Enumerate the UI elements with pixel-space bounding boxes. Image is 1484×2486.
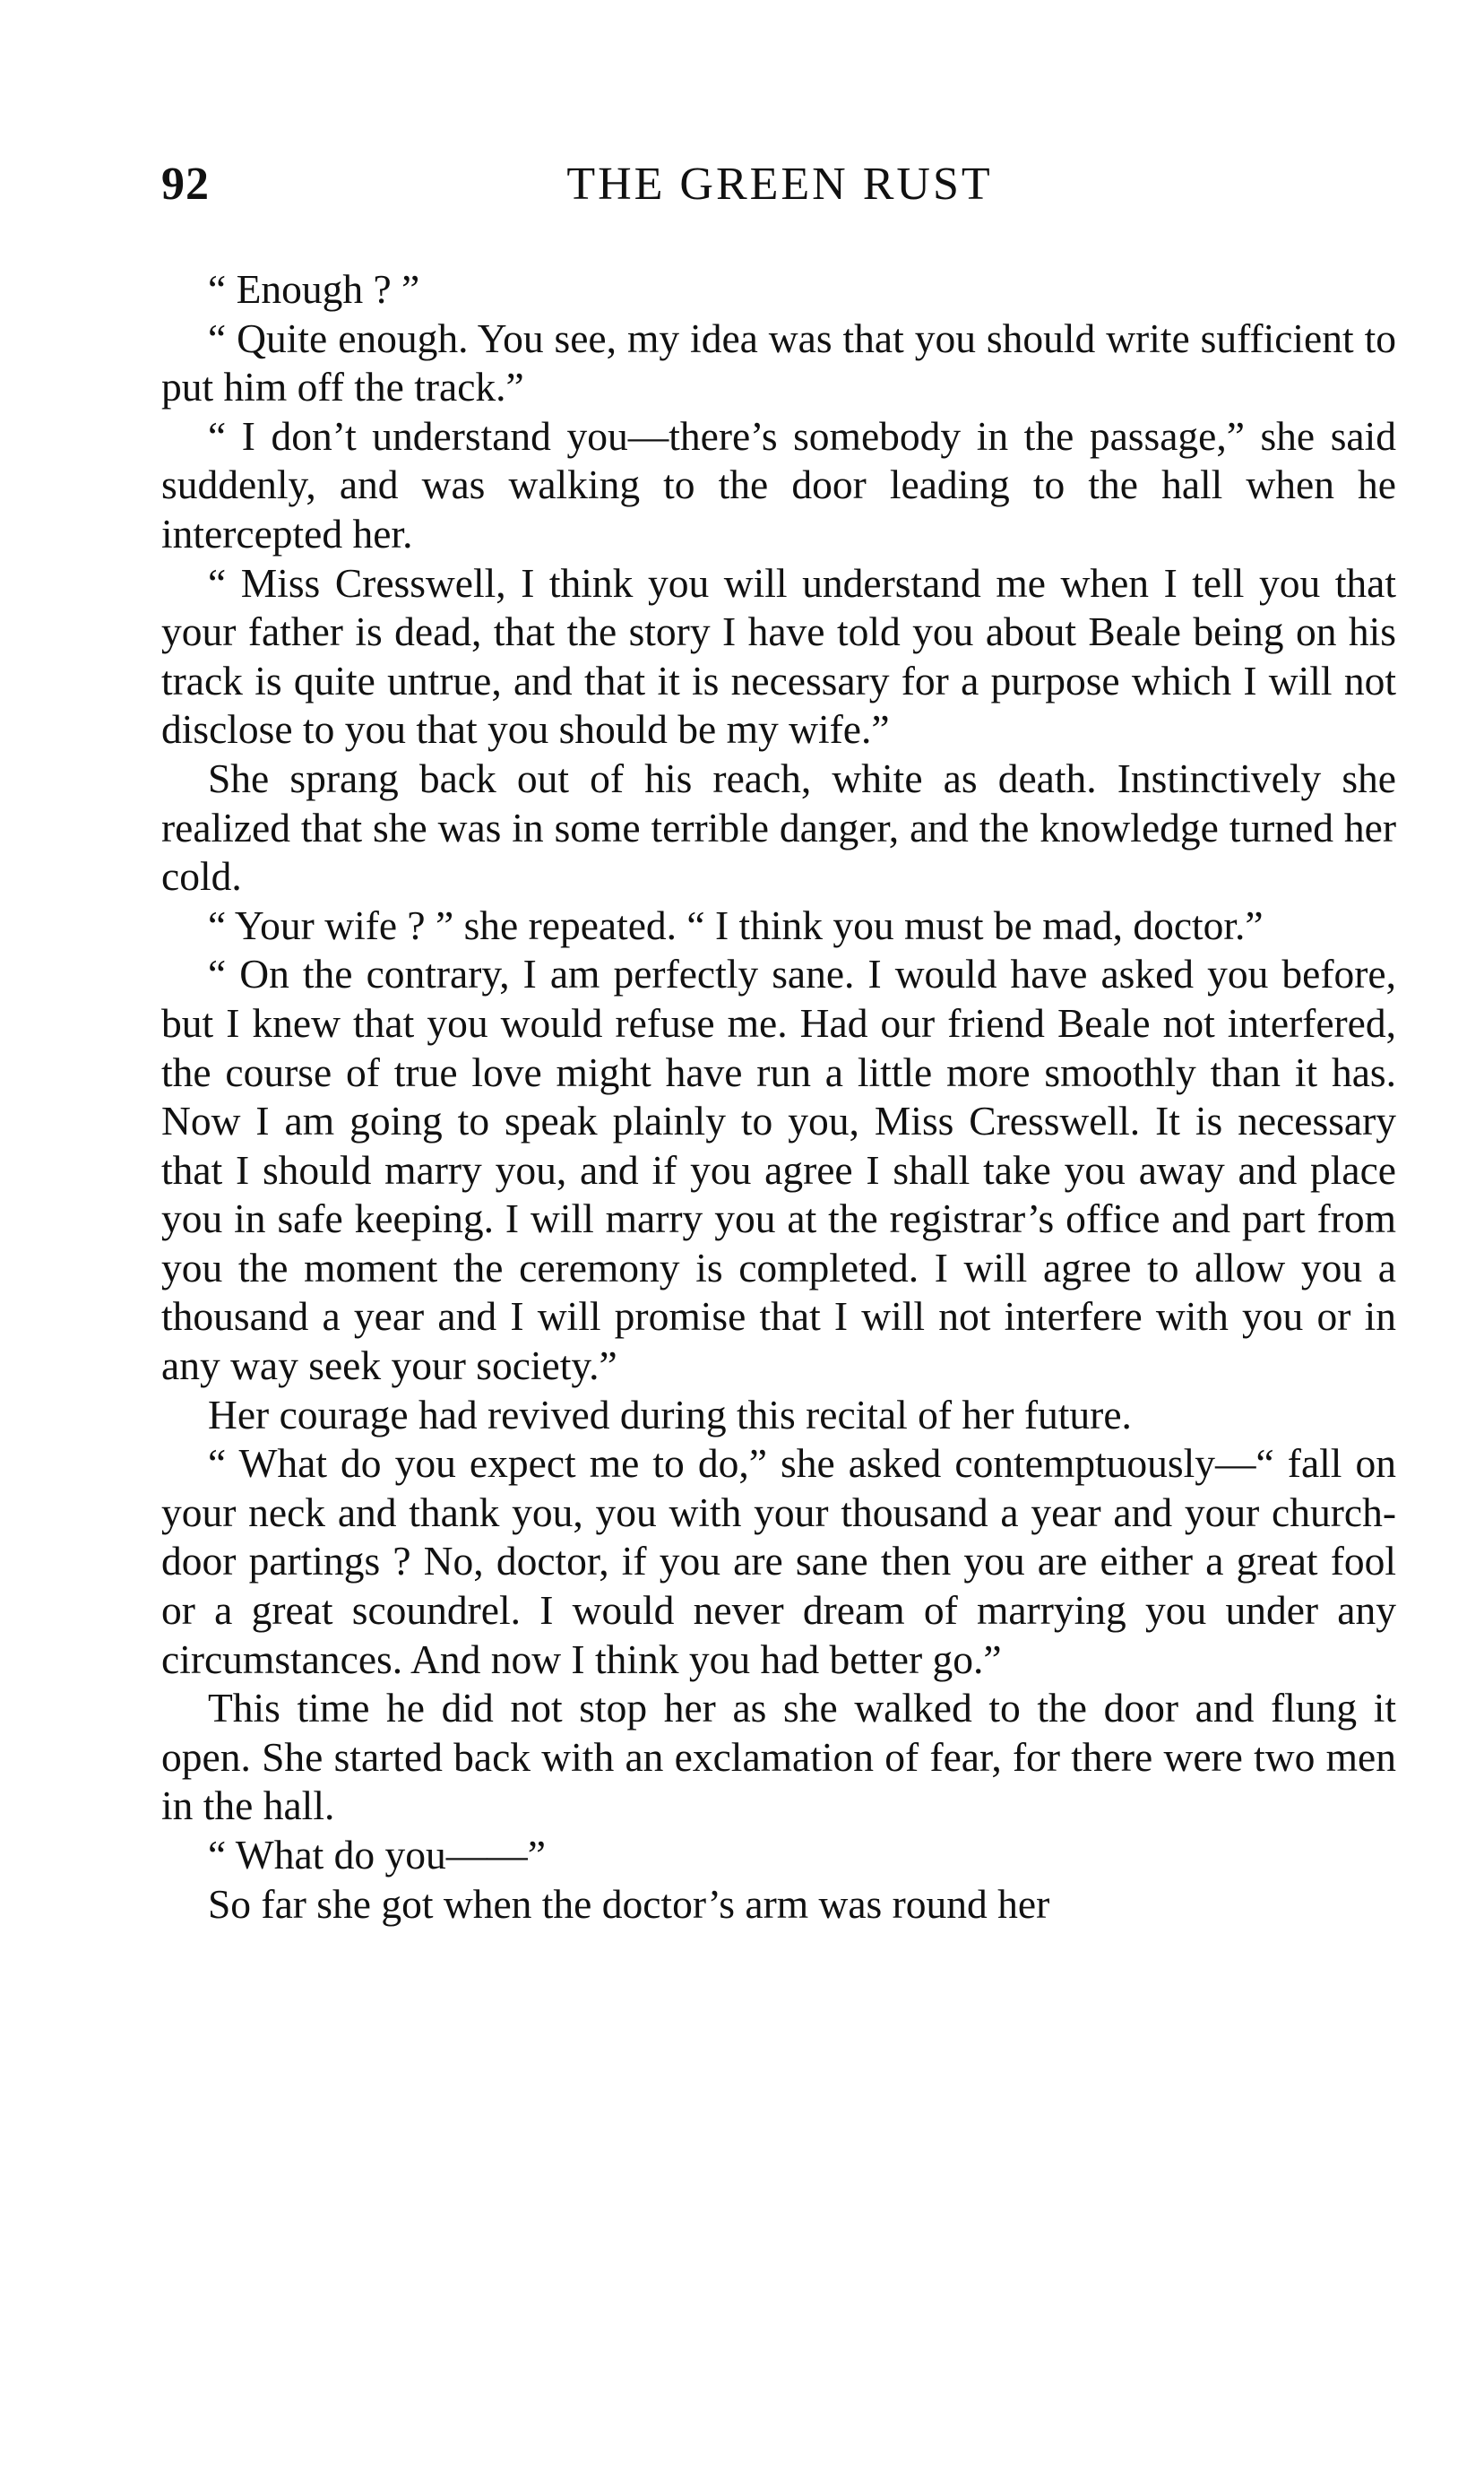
paragraph: “ Quite enough. You see, my idea was that you should write sufficient to put him off the track.” bbox=[161, 315, 1396, 410]
paragraph: “ What do you——” bbox=[208, 1832, 546, 1877]
paragraph: Her courage had revived during this recital of her future. bbox=[208, 1391, 1132, 1437]
page-header bbox=[161, 158, 1398, 229]
paragraph: This time he did not stop her as she walked to the door and flung it open. She started back with an exclamation of fear, for there were two men in the hall. bbox=[161, 1685, 1396, 1829]
page-number: 92 bbox=[161, 159, 210, 210]
paragraph: “ What do you expect me to do,” she asked contemptuously—“ fall on your neck and thank you, you with your thousand a year and your church-door partings ? No, doctor, if you are sane then you are either a great fool or a great scoundrel. I would never dream of marrying you under any circumstances. And now I think you had better go.” bbox=[161, 1440, 1396, 1682]
paragraph: “ Your wife ? ” she repeated. “ I think you must be mad, doctor.” bbox=[208, 902, 1264, 948]
paragraph: “ On the contrary, I am perfectly sane. I would have asked you before, but I knew that you would refuse me. Had our friend Beale not interfered, the course of true love might have run a little more smoothly than it has. Now I am going to speak plainly to you, Miss Cresswell. It is necessary that I should marry you, and if you agree I shall take you away and place you in safe keeping. I will marry you at the registrar’s office and part from you the moment the ceremony is completed. I will agree to allow you a thousand a year and I will promise that I will not interfere with you or in any way seek your society.” bbox=[161, 951, 1396, 1389]
body-text bbox=[161, 265, 1396, 1929]
paragraph: So far she got when the doctor’s arm was round her bbox=[208, 1880, 1050, 1927]
paragraph: “ Miss Cresswell, I think you will understand me when I tell you that your father is dead, that the story I have told you about Beale being on his track is quite untrue, and that it is necessary for a purpose which I will not disclose to you that you should be my wife.” bbox=[161, 559, 1396, 753]
paragraph: She sprang back out of his reach, white as death. Instinctively she realized that she was in some terrible danger, and the knowledge turned her cold. bbox=[161, 755, 1396, 900]
running-title: THE GREEN RUST bbox=[566, 159, 993, 210]
paragraph: “ I don’t understand you—there’s somebody in the passage,” she said suddenly, and was walking to the door leading to the hall when he intercepted her. bbox=[161, 412, 1396, 557]
paragraph: “ Enough ? ” bbox=[208, 266, 420, 312]
